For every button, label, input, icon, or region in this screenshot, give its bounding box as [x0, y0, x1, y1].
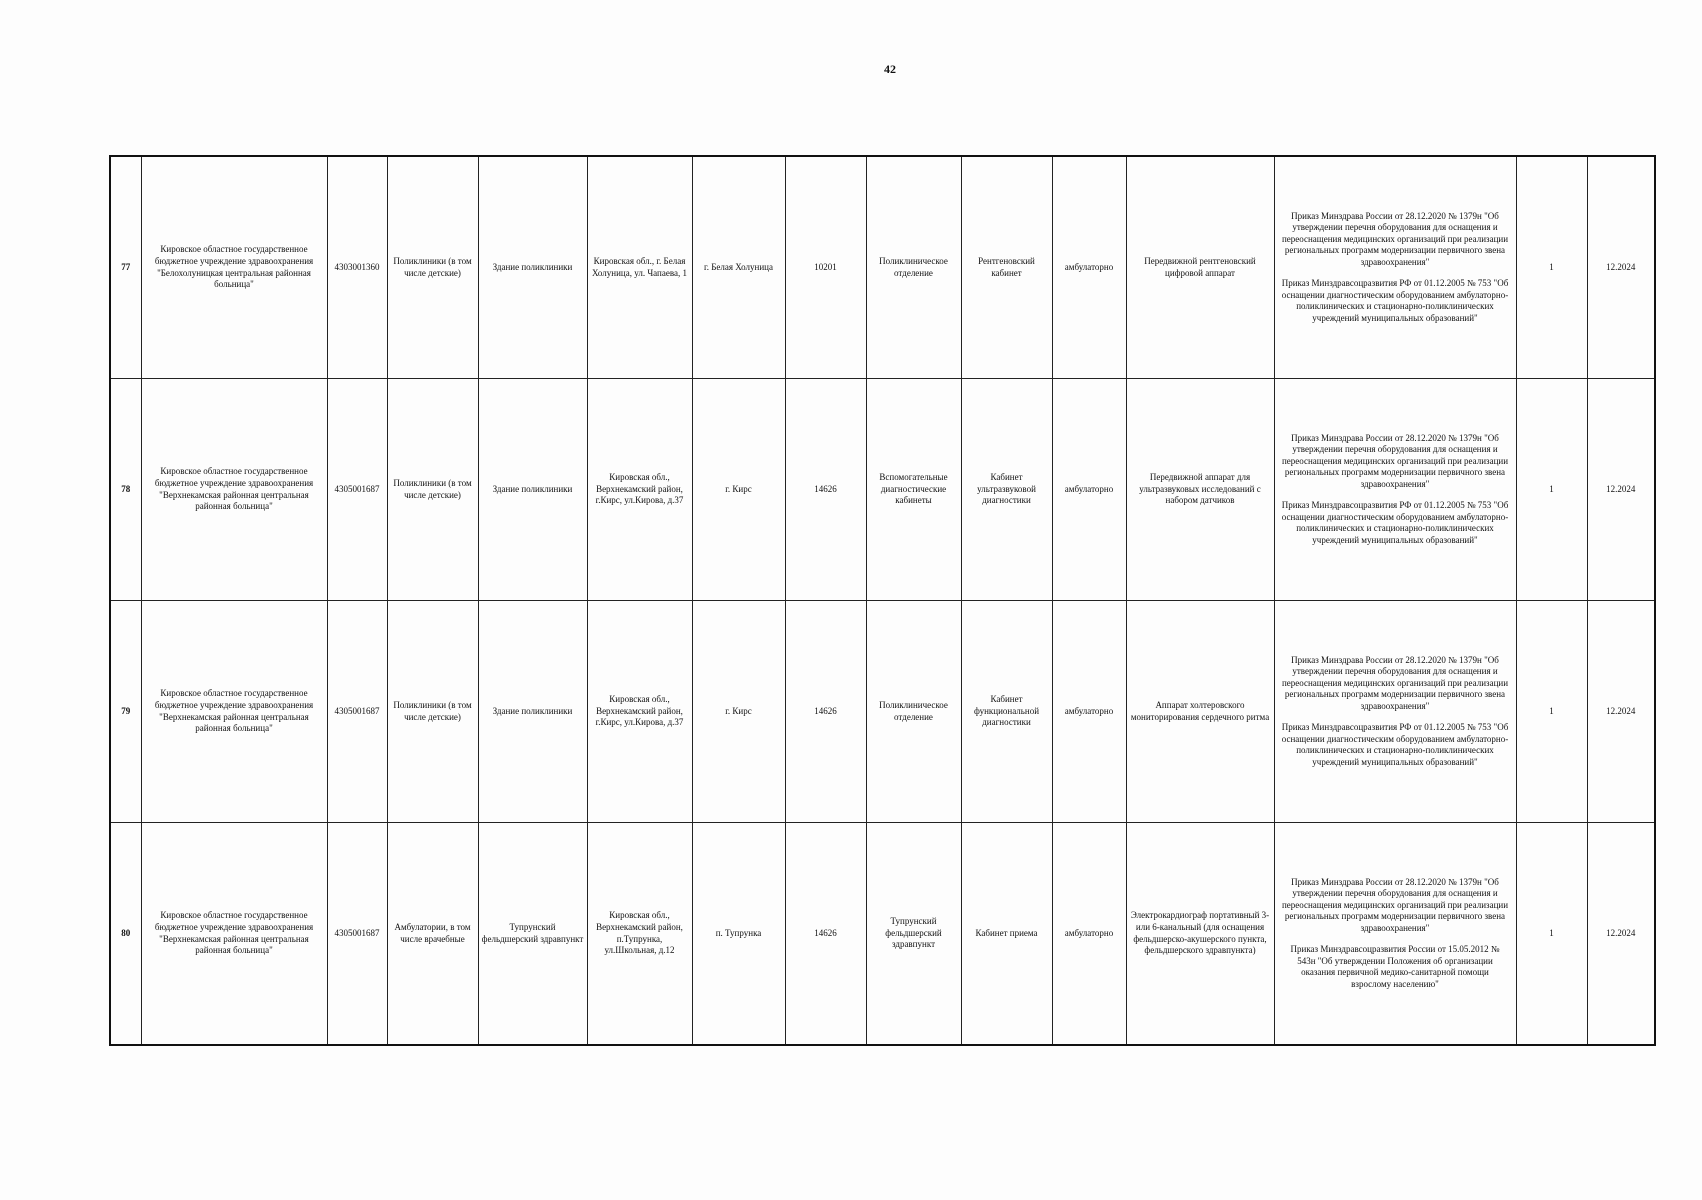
- table-row: [110, 379, 1655, 601]
- row-number: 78: [110, 379, 141, 601]
- delivery-date: 12.2024: [1587, 379, 1655, 601]
- address: Кировская обл., Верхнекамский район, г.Кирс, ул.Кирова, д.37: [587, 379, 692, 601]
- locality-code: 14626: [785, 601, 866, 823]
- order-primary: Приказ Минздрава России от 28.12.2020 № 1379н "Об утверждении перечня оборудования для оснащения и переоснащения медицинских организаций при реализации региональных программ модернизации первичного звена здравоохранения": [1281, 876, 1509, 933]
- legal-basis: [1274, 156, 1516, 379]
- inn-code: 4305001687: [327, 823, 387, 1046]
- order-secondary: Приказ Минздравсоцразвития РФ от 01.12.2005 № 753 "Об оснащении диагностическим оборудованием амбулаторно-поликлинических и стационарно-поликлинических учреждений муниципальных образований": [1281, 500, 1509, 545]
- table-row: [110, 156, 1655, 379]
- organization-name: Кировское областное государственное бюджетное учреждение здравоохранения "Верхнекамская районная центральная районная больница": [141, 601, 327, 823]
- legal-basis: [1274, 601, 1516, 823]
- locality-code: 10201: [785, 156, 866, 379]
- legal-basis: [1274, 823, 1516, 1046]
- order-secondary: Приказ Минздравсоцразвития России от 15.05.2012 № 543н "Об утверждении Положения об организации оказания первичной медико-санитарной помощи взрослому населению": [1290, 944, 1500, 989]
- locality-code: 14626: [785, 823, 866, 1046]
- care-mode: амбулаторно: [1052, 601, 1126, 823]
- legal-basis: [1274, 379, 1516, 601]
- room: Кабинет функциональной диагностики: [961, 601, 1052, 823]
- equipment-name: Передвижной рентгеновский цифровой аппарат: [1126, 156, 1274, 379]
- address: Кировская обл., Верхнекамский район, п.Тупрунка, ул.Школьная, д.12: [587, 823, 692, 1046]
- table-row: [110, 823, 1655, 1046]
- order-secondary: Приказ Минздравсоцразвития РФ от 01.12.2005 № 753 "Об оснащении диагностическим оборудованием амбулаторно-поликлинических и стационарно-поликлинических учреждений муниципальных образований": [1281, 722, 1509, 767]
- delivery-date: 12.2024: [1587, 156, 1655, 379]
- equipment-name: Передвижной аппарат для ультразвуковых исследований с набором датчиков: [1126, 379, 1274, 601]
- care-mode: амбулаторно: [1052, 823, 1126, 1046]
- building-name: Здание поликлиники: [478, 156, 587, 379]
- address: Кировская обл., Верхнекамский район, г.Кирс, ул.Кирова, д.37: [587, 601, 692, 823]
- quantity: 1: [1516, 379, 1587, 601]
- order-secondary: Приказ Минздравсоцразвития РФ от 01.12.2005 № 753 "Об оснащении диагностическим оборудованием амбулаторно-поликлинических и стационарно-поликлинических учреждений муниципальных образований": [1281, 278, 1509, 323]
- inn-code: 4303001360: [327, 156, 387, 379]
- delivery-date: 12.2024: [1587, 823, 1655, 1046]
- inn-code: 4305001687: [327, 379, 387, 601]
- equipment-registry-table: [109, 155, 1656, 1046]
- row-number: 77: [110, 156, 141, 379]
- locality: г. Кирс: [692, 601, 785, 823]
- delivery-date: 12.2024: [1587, 601, 1655, 823]
- equipment-name: Аппарат холтеровского мониторирования сердечного ритма: [1126, 601, 1274, 823]
- quantity: 1: [1516, 156, 1587, 379]
- locality: п. Тупрунка: [692, 823, 785, 1046]
- row-number: 80: [110, 823, 141, 1046]
- locality-code: 14626: [785, 379, 866, 601]
- table-row: [110, 601, 1655, 823]
- equipment-name: Электрокардиограф портативный 3- или 6-канальный (для оснащения фельдшерско-акушерского пункта, фельдшерского здравпункта): [1126, 823, 1274, 1046]
- address: Кировская обл., г. Белая Холуница, ул. Чапаева, 1: [587, 156, 692, 379]
- room: Кабинет приема: [961, 823, 1052, 1046]
- room: Кабинет ультразвуковой диагностики: [961, 379, 1052, 601]
- organization-name: Кировское областное государственное бюджетное учреждение здравоохранения "Верхнекамская районная центральная районная больница": [141, 823, 327, 1046]
- building-name: Здание поликлиники: [478, 601, 587, 823]
- inn-code: 4305001687: [327, 601, 387, 823]
- organization-name: Кировское областное государственное бюджетное учреждение здравоохранения "Белохолуницкая центральная районная больница": [141, 156, 327, 379]
- building-name: Здание поликлиники: [478, 379, 587, 601]
- order-primary: Приказ Минздрава России от 28.12.2020 № 1379н "Об утверждении перечня оборудования для оснащения и переоснащения медицинских организаций при реализации региональных программ модернизации первичного звена здравоохранения": [1281, 432, 1509, 489]
- department: Поликлиническое отделение: [866, 601, 961, 823]
- department: Поликлиническое отделение: [866, 156, 961, 379]
- organization-name: Кировское областное государственное бюджетное учреждение здравоохранения "Верхнекамская районная центральная районная больница": [141, 379, 327, 601]
- care-mode: амбулаторно: [1052, 379, 1126, 601]
- order-primary: Приказ Минздрава России от 28.12.2020 № 1379н "Об утверждении перечня оборудования для оснащения и переоснащения медицинских организаций при реализации региональных программ модернизации первичного звена здравоохранения": [1281, 654, 1509, 711]
- order-primary: Приказ Минздрава России от 28.12.2020 № 1379н "Об утверждении перечня оборудования для оснащения и переоснащения медицинских организаций при реализации региональных программ модернизации первичного звена здравоохранения": [1281, 210, 1509, 267]
- locality: г. Белая Холуница: [692, 156, 785, 379]
- quantity: 1: [1516, 823, 1587, 1046]
- locality: г. Кирс: [692, 379, 785, 601]
- room: Рентгеновский кабинет: [961, 156, 1052, 379]
- quantity: 1: [1516, 601, 1587, 823]
- facility-type: Амбулатории, в том числе врачебные: [387, 823, 478, 1046]
- care-mode: амбулаторно: [1052, 156, 1126, 379]
- building-name: Тупрунский фельдшерский здравпункт: [478, 823, 587, 1046]
- department: Вспомогательные диагностические кабинеты: [866, 379, 961, 601]
- facility-type: Поликлиники (в том числе детские): [387, 379, 478, 601]
- department: Тупрунский фельдшерский здравпункт: [866, 823, 961, 1046]
- page-number: 42: [884, 62, 896, 76]
- facility-type: Поликлиники (в том числе детские): [387, 601, 478, 823]
- row-number: 79: [110, 601, 141, 823]
- facility-type: Поликлиники (в том числе детские): [387, 156, 478, 379]
